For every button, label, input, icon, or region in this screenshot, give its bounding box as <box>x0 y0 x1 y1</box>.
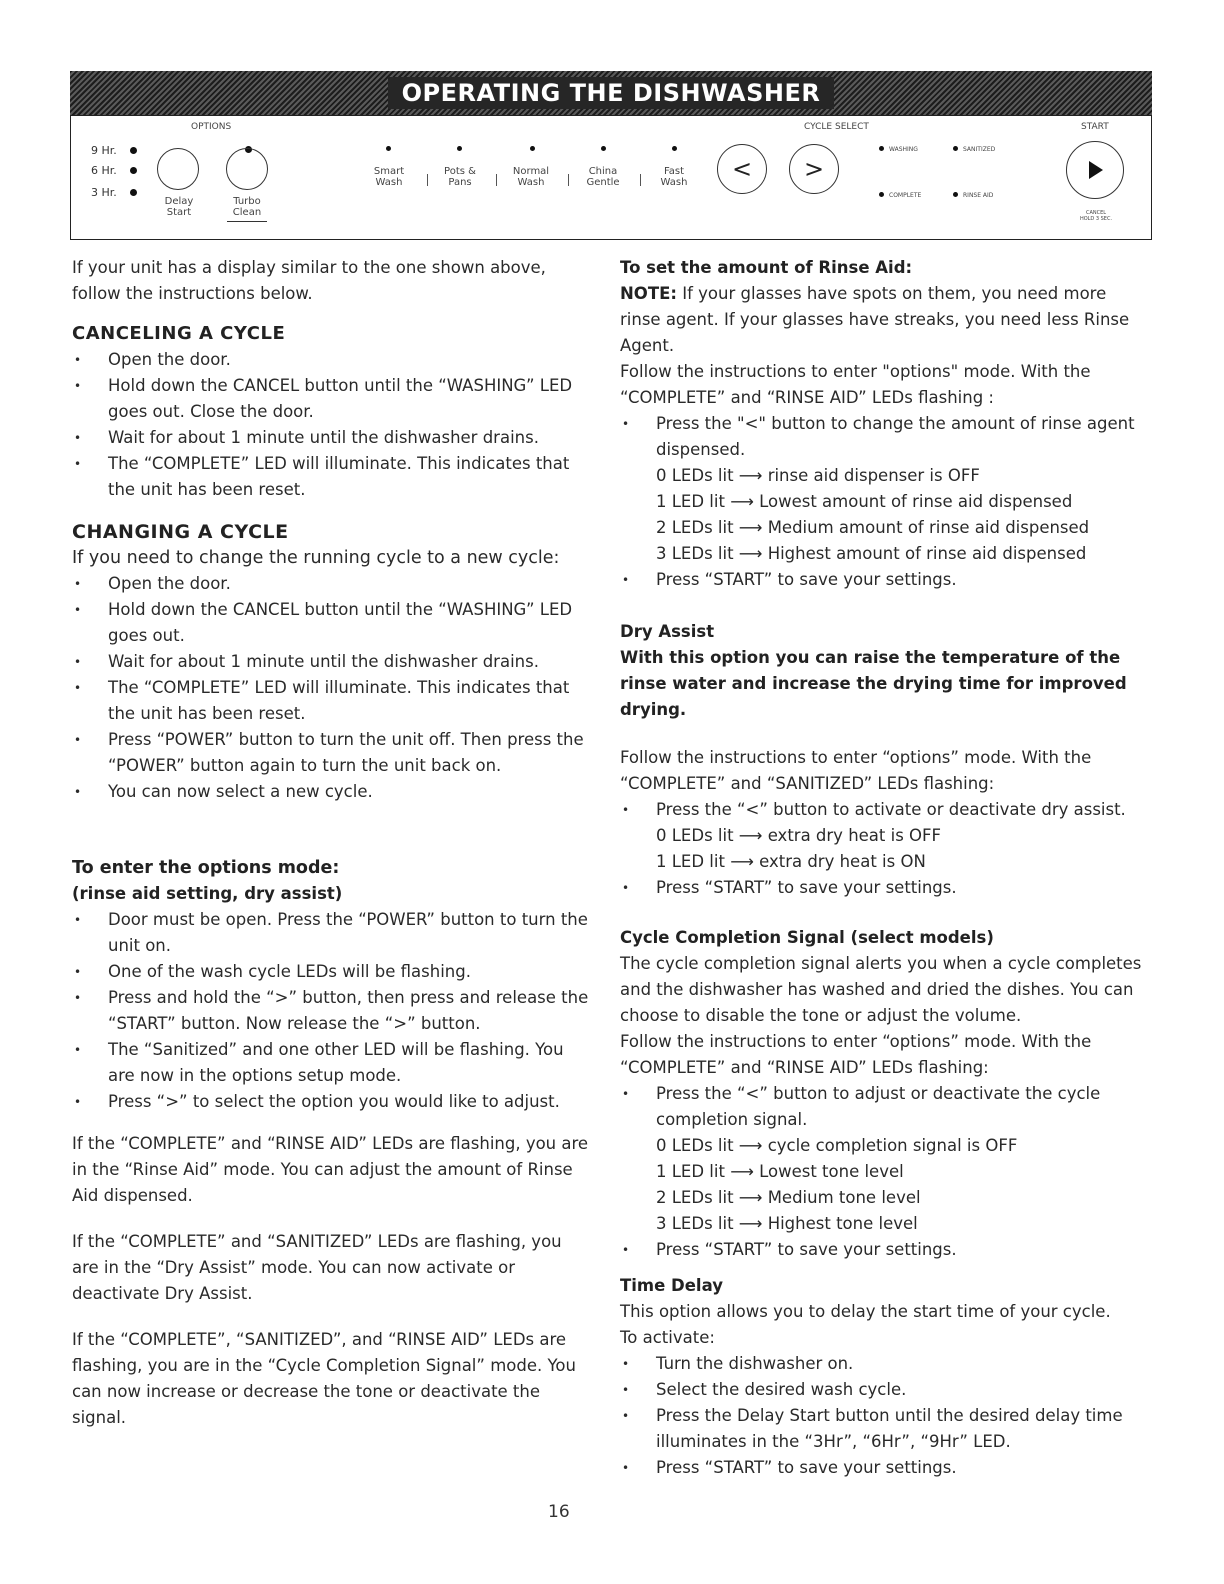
rinse-mode-paragraph: If the “COMPLETE” and “RINSE AID” LEDs are flashing, you are in the “Rinse Aid” mode. You can adjust the amount of Rinse Aid dispensed. <box>72 1134 589 1205</box>
options-mode-steps <box>72 907 592 1115</box>
list-item: • Door must be open. Press the “POWER” button to turn the unit on. <box>72 907 592 959</box>
list-item: 1 LED lit ⟶ extra dry heat is ON <box>656 852 926 871</box>
rinse-save-step <box>620 567 1150 593</box>
list-item: • Turn the dishwasher on. <box>620 1351 1150 1377</box>
led-smart-wash <box>386 146 391 151</box>
delay-start-button[interactable] <box>157 148 199 190</box>
dry-assist-heading: Dry Assist <box>620 622 715 641</box>
list-item: • Press “START” to save your settings. <box>620 1455 1150 1481</box>
delay-start-label: Delay Start <box>164 196 194 218</box>
list-item: • Press the “<” button to adjust or deactivate the cycle completion signal. <box>620 1081 1150 1133</box>
rinse-aid-heading: To set the amount of Rinse Aid: <box>620 258 913 277</box>
time-delay-heading: Time Delay <box>620 1276 723 1295</box>
list-item: • Hold down the CANCEL button until the “WASHING” LED goes out. Close the door. <box>72 373 592 425</box>
sanitized-label: SANITIZED <box>963 146 996 153</box>
start-label: START <box>1081 122 1109 132</box>
right-column <box>620 255 1150 1481</box>
signal-level-list <box>620 1133 1150 1237</box>
list-item: • Press “START” to save your settings. <box>620 875 1150 901</box>
led-normal-wash <box>530 146 535 151</box>
list-item: 2 LEDs lit ⟶ Medium amount of rinse aid dispensed <box>656 518 1090 537</box>
chevron-right-icon: > <box>803 155 825 183</box>
list-item: 2 LEDs lit ⟶ Medium tone level <box>656 1188 921 1207</box>
left-column <box>72 255 592 1431</box>
canceling-steps <box>72 347 592 503</box>
options-mode-heading: To enter the options mode: <box>72 858 340 878</box>
rinse-level-list <box>620 463 1150 567</box>
dry-assist-description: With this option you can raise the temperature of the rinse water and increase the drying time for improved drying. <box>620 648 1127 719</box>
list-item: • Press “START” to save your settings. <box>620 567 1150 593</box>
previous-button[interactable] <box>717 144 767 194</box>
list-item: • Open the door. <box>72 347 592 373</box>
signal-save-step <box>620 1237 1150 1263</box>
list-item: • The “COMPLETE” LED will illuminate. This indicates that the unit has been reset. <box>72 451 592 503</box>
list-item: • Press the "<" button to change the amount of rinse agent dispensed. <box>620 411 1150 463</box>
time-delay-activate: To activate: <box>620 1328 715 1347</box>
page-number: 16 <box>548 1502 570 1522</box>
led-9hr <box>130 147 137 154</box>
dry-save-step <box>620 875 1150 901</box>
signal-intro: The cycle completion signal alerts you when a cycle completes and the dishwasher has washed and dried the dishes. You can choose to disable the tone or adjust the volume. <box>620 954 1142 1025</box>
list-item: 3 LEDs lit ⟶ Highest amount of rinse aid dispensed <box>656 544 1087 563</box>
list-item: • Press “>” to select the option you would like to adjust. <box>72 1089 592 1115</box>
note-text: If your glasses have spots on them, you need more rinse agent. If your glasses have streaks, you need less Rinse Agent. <box>620 284 1130 355</box>
led-sanitized <box>953 146 958 151</box>
list-item: 0 LEDs lit ⟶ extra dry heat is OFF <box>656 826 942 845</box>
list-item: • Select the desired wash cycle. <box>620 1377 1150 1403</box>
page-title: OPERATING THE DISHWASHER <box>388 77 835 109</box>
list-item: 3 LEDs lit ⟶ Highest tone level <box>656 1214 918 1233</box>
led-china-gentle <box>601 146 606 151</box>
rinse-aid-label: RINSE AID <box>963 192 994 199</box>
list-item: • Hold down the CANCEL button until the “WASHING” LED goes out. <box>72 597 592 649</box>
list-item: • Press “POWER” button to turn the unit off. Then press the “POWER” button again to turn the unit back on. <box>72 727 592 779</box>
cycle-pots-pans[interactable]: Pots & Pans <box>444 166 476 188</box>
led-washing <box>879 146 884 151</box>
list-item: • You can now select a new cycle. <box>72 779 592 805</box>
led-6hr <box>130 167 137 174</box>
divider <box>427 174 428 186</box>
cycle-select-label: CYCLE SELECT <box>804 122 869 132</box>
divider <box>496 174 497 186</box>
washing-label: WASHING <box>889 146 918 153</box>
cycle-normal-wash[interactable]: Normal Wash <box>512 166 550 188</box>
led-complete <box>879 192 884 197</box>
list-item: • Wait for about 1 minute until the dishwasher drains. <box>72 649 592 675</box>
title-banner <box>70 71 1152 115</box>
hour-9-label: 9 Hr. <box>91 144 117 157</box>
chevron-left-icon: < <box>731 155 753 183</box>
list-item: 1 LED lit ⟶ Lowest amount of rinse aid dispensed <box>656 492 1073 511</box>
start-button[interactable] <box>1066 141 1124 199</box>
signal-mode-paragraph: If the “COMPLETE”, “SANITIZED”, and “RINSE AID” LEDs are flashing, you are in the “Cycle Completion Signal” mode. You can now increase or decrease the tone or deactivate the signal. <box>72 1330 576 1427</box>
list-item: • Open the door. <box>72 571 592 597</box>
list-item: • Press and hold the “>” button, then press and release the “START” button. Now release the “>” button. <box>72 985 592 1037</box>
options-mode-subheading: (rinse aid setting, dry assist) <box>72 884 343 903</box>
list-item: • Press the Delay Start button until the desired delay time illuminates in the “3Hr”, “6Hr”, “9Hr” LED. <box>620 1403 1150 1455</box>
led-pots-pans <box>457 146 462 151</box>
time-delay-steps <box>620 1351 1150 1481</box>
list-item: • The “COMPLETE” LED will illuminate. This indicates that the unit has been reset. <box>72 675 592 727</box>
dry-steps <box>620 797 1150 823</box>
changing-steps <box>72 571 592 805</box>
list-item: • The “Sanitized” and one other LED will be flashing. You are now in the options setup mode. <box>72 1037 592 1089</box>
note-paragraph <box>620 281 1150 359</box>
next-button[interactable] <box>789 144 839 194</box>
dry-mode-paragraph: If the “COMPLETE” and “SANITIZED” LEDs are flashing, you are in the “Dry Assist” mode. You can now activate or deactivate Dry Assist. <box>72 1232 562 1303</box>
hour-6-label: 6 Hr. <box>91 164 117 177</box>
control-panel-diagram <box>70 115 1152 240</box>
time-delay-intro: This option allows you to delay the start time of your cycle. <box>620 1302 1111 1321</box>
list-item: 0 LEDs lit ⟶ cycle completion signal is OFF <box>656 1136 1018 1155</box>
divider <box>640 174 641 186</box>
cancel-label: CANCEL HOLD 3 SEC. <box>1079 210 1113 222</box>
complete-label: COMPLETE <box>889 192 922 199</box>
list-item: • One of the wash cycle LEDs will be flashing. <box>72 959 592 985</box>
canceling-heading: CANCELING A CYCLE <box>72 323 286 344</box>
cycle-china-gentle[interactable]: China Gentle <box>586 166 620 188</box>
intro-paragraph: If your unit has a display similar to the one shown above, follow the instructions below. <box>72 258 546 303</box>
dry-level-list <box>620 823 1150 875</box>
note-label: NOTE: <box>620 284 677 303</box>
signal-heading: Cycle Completion Signal (select models) <box>620 928 994 947</box>
signal-steps <box>620 1081 1150 1133</box>
changing-intro: If you need to change the running cycle to a new cycle: <box>72 548 560 568</box>
dry-follow-paragraph: Follow the instructions to enter “options” mode. With the “COMPLETE” and “SANITIZED” LEDs flashing: <box>620 748 1092 793</box>
list-item: 0 LEDs lit ⟶ rinse aid dispenser is OFF <box>656 466 980 485</box>
signal-follow-paragraph: Follow the instructions to enter “options” mode. With the “COMPLETE” and “RINSE AID” LEDs flashing: <box>620 1032 1092 1077</box>
cycle-fast-wash[interactable]: Fast Wash <box>660 166 688 188</box>
list-item: 1 LED lit ⟶ Lowest tone level <box>656 1162 904 1181</box>
divider <box>568 174 569 186</box>
list-item: • Wait for about 1 minute until the dishwasher drains. <box>72 425 592 451</box>
cycle-smart-wash[interactable]: Smart Wash <box>373 166 405 188</box>
list-item: • Press the “<” button to activate or deactivate dry assist. <box>620 797 1150 823</box>
hour-3-label: 3 Hr. <box>91 186 117 199</box>
options-label: OPTIONS <box>191 122 232 132</box>
led-rinse-aid <box>953 192 958 197</box>
play-icon <box>1085 159 1105 181</box>
turbo-clean-button[interactable] <box>226 148 268 190</box>
turbo-clean-label: Turbo Clean <box>227 196 267 222</box>
list-item: • Press “START” to save your settings. <box>620 1237 1150 1263</box>
rinse-steps <box>620 411 1150 463</box>
rinse-follow-paragraph: Follow the instructions to enter "options" mode. With the “COMPLETE” and “RINSE AID” LEDs flashing : <box>620 362 1091 407</box>
led-3hr <box>130 189 137 196</box>
changing-heading: CHANGING A CYCLE <box>72 521 289 543</box>
led-fast-wash <box>672 146 677 151</box>
